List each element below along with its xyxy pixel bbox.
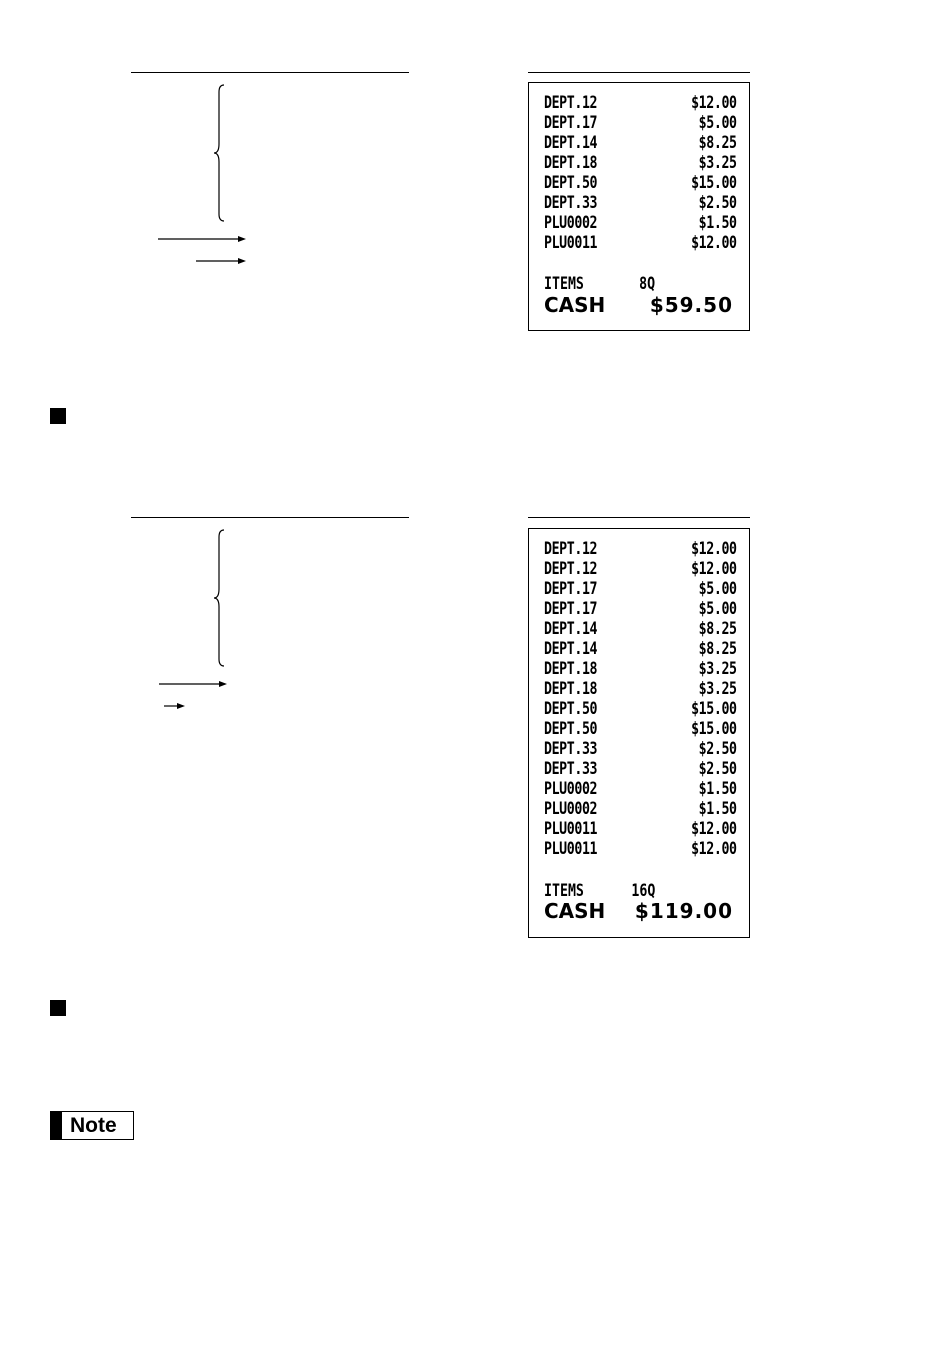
- brace-icon-2: [210, 529, 228, 667]
- key-operation-rule-1: [131, 72, 409, 73]
- receipt-line-label: DEPT.12: [544, 539, 598, 559]
- receipt-line-label: DEPT.12: [544, 93, 598, 113]
- receipt-line-amount: $2.50: [698, 193, 737, 213]
- section-bullet-square-1: [50, 408, 66, 424]
- receipt-line-amount: $5.00: [698, 579, 737, 599]
- receipt-line-amount: $8.25: [698, 133, 737, 153]
- arrow-icon-1a: [158, 234, 248, 244]
- receipt-line-label: DEPT.17: [544, 579, 598, 599]
- receipt-line: [544, 679, 737, 699]
- receipt-line: [544, 839, 737, 859]
- receipt-line: [544, 739, 737, 759]
- receipt-line-amount: $5.00: [698, 599, 737, 619]
- receipt-line-label: DEPT.14: [544, 639, 598, 659]
- receipt-2: [528, 528, 750, 938]
- receipt-line: [544, 539, 737, 559]
- receipt-line-label: DEPT.14: [544, 619, 598, 639]
- receipt-line-amount: $1.50: [698, 779, 737, 799]
- receipt-line: [544, 173, 737, 193]
- receipt-items-row: [544, 274, 731, 294]
- receipt-line-amount: $12.00: [691, 539, 737, 559]
- receipt-line-label: PLU0011: [544, 233, 598, 253]
- receipt-line-label: DEPT.17: [544, 113, 598, 133]
- receipt-line: [544, 819, 737, 839]
- receipt-line-amount: $3.25: [698, 153, 737, 173]
- receipt-line-amount: $5.00: [698, 113, 737, 133]
- receipt-cash-row: [544, 899, 733, 923]
- receipt-line-label: DEPT.12: [544, 559, 598, 579]
- receipt-cash-amount: $59.50: [649, 293, 733, 317]
- receipt-items-qty: 16Q: [631, 881, 656, 901]
- receipt-line: [544, 579, 737, 599]
- receipt-line-amount: $8.25: [698, 639, 737, 659]
- receipt-line-label: DEPT.33: [544, 193, 598, 213]
- receipt-1: [528, 82, 750, 331]
- receipt-line-label: DEPT.33: [544, 739, 598, 759]
- arrow-icon-2a: [159, 679, 229, 689]
- receipt-line-label: DEPT.18: [544, 659, 598, 679]
- receipt-line-amount: $8.25: [698, 619, 737, 639]
- receipt-line-amount: $12.00: [691, 233, 737, 253]
- receipt-line-amount: $1.50: [698, 799, 737, 819]
- receipt-cash-row: [544, 293, 733, 317]
- receipt-line-label: PLU0011: [544, 819, 598, 839]
- receipt-line: [544, 759, 737, 779]
- print-rule-1: [528, 72, 750, 73]
- receipt-line: [544, 699, 737, 719]
- receipt-line: [544, 213, 737, 233]
- receipt-line: [544, 799, 737, 819]
- receipt-items-row: [544, 881, 731, 901]
- receipt-line-amount: $15.00: [691, 699, 737, 719]
- receipt-line-amount: $2.50: [698, 739, 737, 759]
- receipt-line-label: DEPT.18: [544, 153, 598, 173]
- receipt-line-amount: $12.00: [691, 819, 737, 839]
- arrow-icon-2b: [164, 701, 186, 711]
- section-bullet-square-2: [50, 1000, 66, 1016]
- receipt-line-label: DEPT.14: [544, 133, 598, 153]
- receipt-line: [544, 779, 737, 799]
- receipt-line-amount: $15.00: [691, 719, 737, 739]
- receipt-line: [544, 559, 737, 579]
- receipt-line-label: DEPT.18: [544, 679, 598, 699]
- receipt-line-amount: $3.25: [698, 659, 737, 679]
- receipt-line-label: DEPT.50: [544, 719, 598, 739]
- note-bar: [51, 1112, 62, 1139]
- receipt-line-label: DEPT.50: [544, 173, 598, 193]
- receipt-line-label: DEPT.17: [544, 599, 598, 619]
- brace-icon-1: [210, 84, 228, 222]
- receipt-items-label: ITEMS: [544, 881, 584, 901]
- receipt-line-amount: $15.00: [691, 173, 737, 193]
- receipt-items-qty: 8Q: [639, 274, 656, 294]
- receipt-line-label: PLU0002: [544, 799, 598, 819]
- receipt-cash-label: CASH: [544, 293, 606, 317]
- receipt-cash-amount: $119.00: [634, 899, 733, 923]
- receipt-line: [544, 93, 737, 113]
- receipt-line: [544, 113, 737, 133]
- receipt-line-label: PLU0002: [544, 213, 598, 233]
- receipt-items-label: ITEMS: [544, 274, 584, 294]
- receipt-line: [544, 193, 737, 213]
- receipt-line-label: PLU0011: [544, 839, 598, 859]
- receipt-line: [544, 599, 737, 619]
- receipt-line-label: PLU0002: [544, 779, 598, 799]
- receipt-line-amount: $12.00: [691, 839, 737, 859]
- receipt-line: [544, 233, 737, 253]
- receipt-line: [544, 153, 737, 173]
- receipt-line: [544, 639, 737, 659]
- receipt-line-amount: $3.25: [698, 679, 737, 699]
- receipt-line: [544, 619, 737, 639]
- print-rule-2: [528, 517, 750, 518]
- receipt-cash-label: CASH: [544, 899, 606, 923]
- receipt-line-amount: $1.50: [698, 213, 737, 233]
- receipt-line-amount: $12.00: [691, 559, 737, 579]
- note-label: Note: [70, 1114, 117, 1137]
- note-label-box: [50, 1111, 134, 1140]
- receipt-line: [544, 719, 737, 739]
- arrow-icon-1b: [196, 256, 248, 266]
- receipt-line-label: DEPT.33: [544, 759, 598, 779]
- receipt-line: [544, 133, 737, 153]
- receipt-line: [544, 659, 737, 679]
- key-operation-rule-2: [131, 517, 409, 518]
- receipt-line-amount: $2.50: [698, 759, 737, 779]
- receipt-line-label: DEPT.50: [544, 699, 598, 719]
- receipt-line-amount: $12.00: [691, 93, 737, 113]
